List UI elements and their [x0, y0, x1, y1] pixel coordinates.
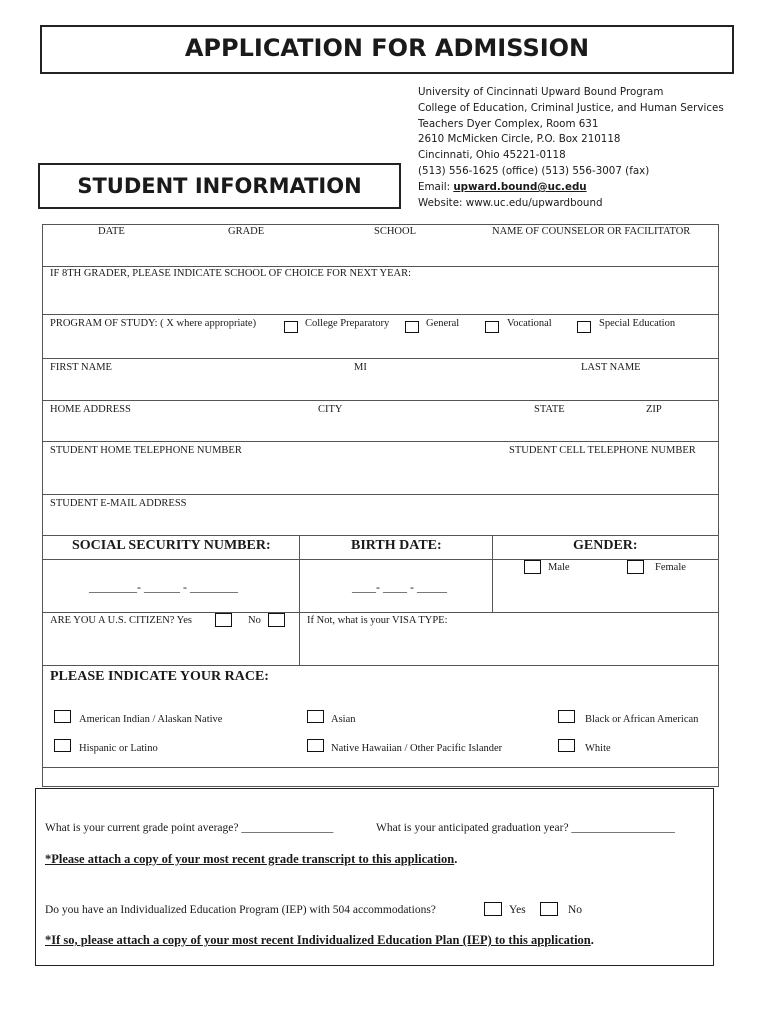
eighth-grade-school-label: IF 8TH GRADER, PLEASE INDICATE SCHOOL OF CHOICE FOR NEXT YEAR: — [50, 268, 411, 279]
grade-label: GRADE — [228, 226, 265, 237]
vocational-label: Vocational — [507, 318, 552, 329]
city-label: CITY — [318, 404, 343, 415]
american-indian-label: American Indian / Alaskan Native — [79, 714, 223, 725]
citizen-question-label: ARE YOU A U.S. CITIZEN? Yes — [50, 615, 192, 626]
column-divider — [299, 535, 300, 665]
visa-type-label: If Not, what is your VISA TYPE: — [307, 615, 448, 626]
gender-header: GENDER: — [573, 538, 638, 553]
middle-initial-label: MI — [354, 362, 367, 373]
birth-date-blank[interactable]: ____- ____ - _____ — [352, 580, 447, 594]
vocational-checkbox[interactable] — [485, 321, 499, 333]
column-divider — [492, 535, 493, 612]
first-name-label: FIRST NAME — [50, 362, 112, 373]
email-link[interactable]: upward.bound@uc.edu — [453, 180, 587, 193]
general-checkbox[interactable] — [405, 321, 419, 333]
address-line: 2610 McMicken Circle, P.O. Box 210118 — [418, 133, 621, 146]
home-address-label: HOME ADDRESS — [50, 404, 131, 415]
row-divider — [42, 767, 719, 768]
native-hawaiian-label: Native Hawaiian / Other Pacific Islander — [331, 743, 503, 754]
white-checkbox[interactable] — [558, 739, 575, 752]
female-checkbox[interactable] — [627, 560, 644, 574]
race-heading: PLEASE INDICATE YOUR RACE: — [50, 669, 269, 684]
female-label: Female — [655, 562, 686, 573]
male-checkbox[interactable] — [524, 560, 541, 574]
citizen-no-label: No — [248, 615, 261, 626]
program-of-study-label: PROGRAM OF STUDY: ( X where appropriate) — [50, 318, 257, 329]
row-divider — [42, 535, 719, 536]
college-preparatory-label: College Preparatory — [305, 318, 390, 329]
iep-note: *If so, please attach a copy of your most recent Individualized Education Plan (IEP) to this application. — [45, 933, 594, 947]
transcript-note: *Please attach a copy of your most recent grade transcript to this application. — [45, 852, 458, 866]
row-divider — [42, 441, 719, 442]
native-hawaiian-checkbox[interactable] — [307, 739, 324, 752]
citizen-no-checkbox[interactable] — [268, 613, 285, 627]
black-african-american-checkbox[interactable] — [558, 710, 575, 723]
counselor-label: NAME OF COUNSELOR OR FACILITATOR — [492, 226, 691, 237]
row-divider — [42, 494, 719, 495]
email-label: Email: — [418, 180, 454, 193]
email-line — [418, 180, 724, 196]
address-line: Cincinnati, Ohio 45221-0118 — [418, 149, 566, 162]
iep-yes-label: Yes — [509, 904, 526, 916]
row-divider — [42, 665, 719, 666]
hispanic-latino-checkbox[interactable] — [54, 739, 71, 752]
row-divider — [42, 266, 719, 267]
last-name-label: LAST NAME — [581, 362, 641, 373]
birth-date-header: BIRTH DATE: — [351, 538, 442, 553]
special-education-checkbox[interactable] — [577, 321, 591, 333]
row-divider — [42, 314, 719, 315]
transcript-note-text: *Please attach a copy of your most recent grade transcript to this application — [45, 852, 455, 866]
white-label: White — [585, 743, 611, 754]
iep-no-checkbox[interactable] — [540, 902, 558, 916]
ssn-header: SOCIAL SECURITY NUMBER: — [72, 538, 271, 553]
school-label: SCHOOL — [374, 226, 417, 237]
asian-checkbox[interactable] — [307, 710, 324, 723]
student-email-label: STUDENT E-MAIL ADDRESS — [50, 498, 187, 509]
home-phone-label: STUDENT HOME TELEPHONE NUMBER — [50, 445, 242, 456]
iep-no-label: No — [568, 904, 583, 916]
date-label: DATE — [98, 226, 125, 237]
graduation-year-question[interactable]: What is your anticipated graduation year? __________________ — [376, 822, 675, 834]
college-preparatory-checkbox[interactable] — [284, 321, 298, 333]
gpa-question[interactable]: What is your current grade point average? ________________ — [45, 822, 334, 834]
address-block — [418, 85, 724, 211]
row-divider — [42, 612, 719, 613]
row-divider — [42, 559, 719, 560]
ssn-blank[interactable]: ________- ______ - ________ — [89, 580, 238, 594]
special-education-label: Special Education — [599, 318, 676, 329]
website-line[interactable]: Website: www.uc.edu/upwardbound — [418, 196, 603, 209]
hispanic-latino-label: Hispanic or Latino — [79, 743, 158, 754]
zip-label: ZIP — [646, 404, 662, 415]
address-line: College of Education, Criminal Justice, and Human Services — [418, 101, 724, 114]
black-african-american-label: Black or African American — [585, 714, 699, 725]
general-label: General — [426, 318, 460, 329]
iep-note-text: *If so, please attach a copy of your most recent Individualized Education Plan (IEP) to this application — [45, 933, 591, 947]
cell-phone-label: STUDENT CELL TELEPHONE NUMBER — [509, 445, 696, 456]
iep-question: Do you have an Individualized Education Program (IEP) with 504 accommodations? — [45, 904, 436, 916]
row-divider — [42, 358, 719, 359]
page-title: APPLICATION FOR ADMISSION — [184, 34, 590, 62]
section-title: STUDENT INFORMATION — [77, 174, 362, 198]
address-line: University of Cincinnati Upward Bound Program — [418, 86, 664, 98]
address-line: (513) 556-1625 (office) (513) 556-3007 (fax) — [418, 164, 650, 177]
iep-yes-checkbox[interactable] — [484, 902, 502, 916]
american-indian-checkbox[interactable] — [54, 710, 71, 723]
citizen-yes-checkbox[interactable] — [215, 613, 232, 627]
row-divider — [42, 400, 719, 401]
male-label: Male — [548, 562, 570, 573]
asian-label: Asian — [331, 714, 356, 725]
state-label: STATE — [534, 404, 565, 415]
address-line: Teachers Dyer Complex, Room 631 — [418, 117, 599, 130]
